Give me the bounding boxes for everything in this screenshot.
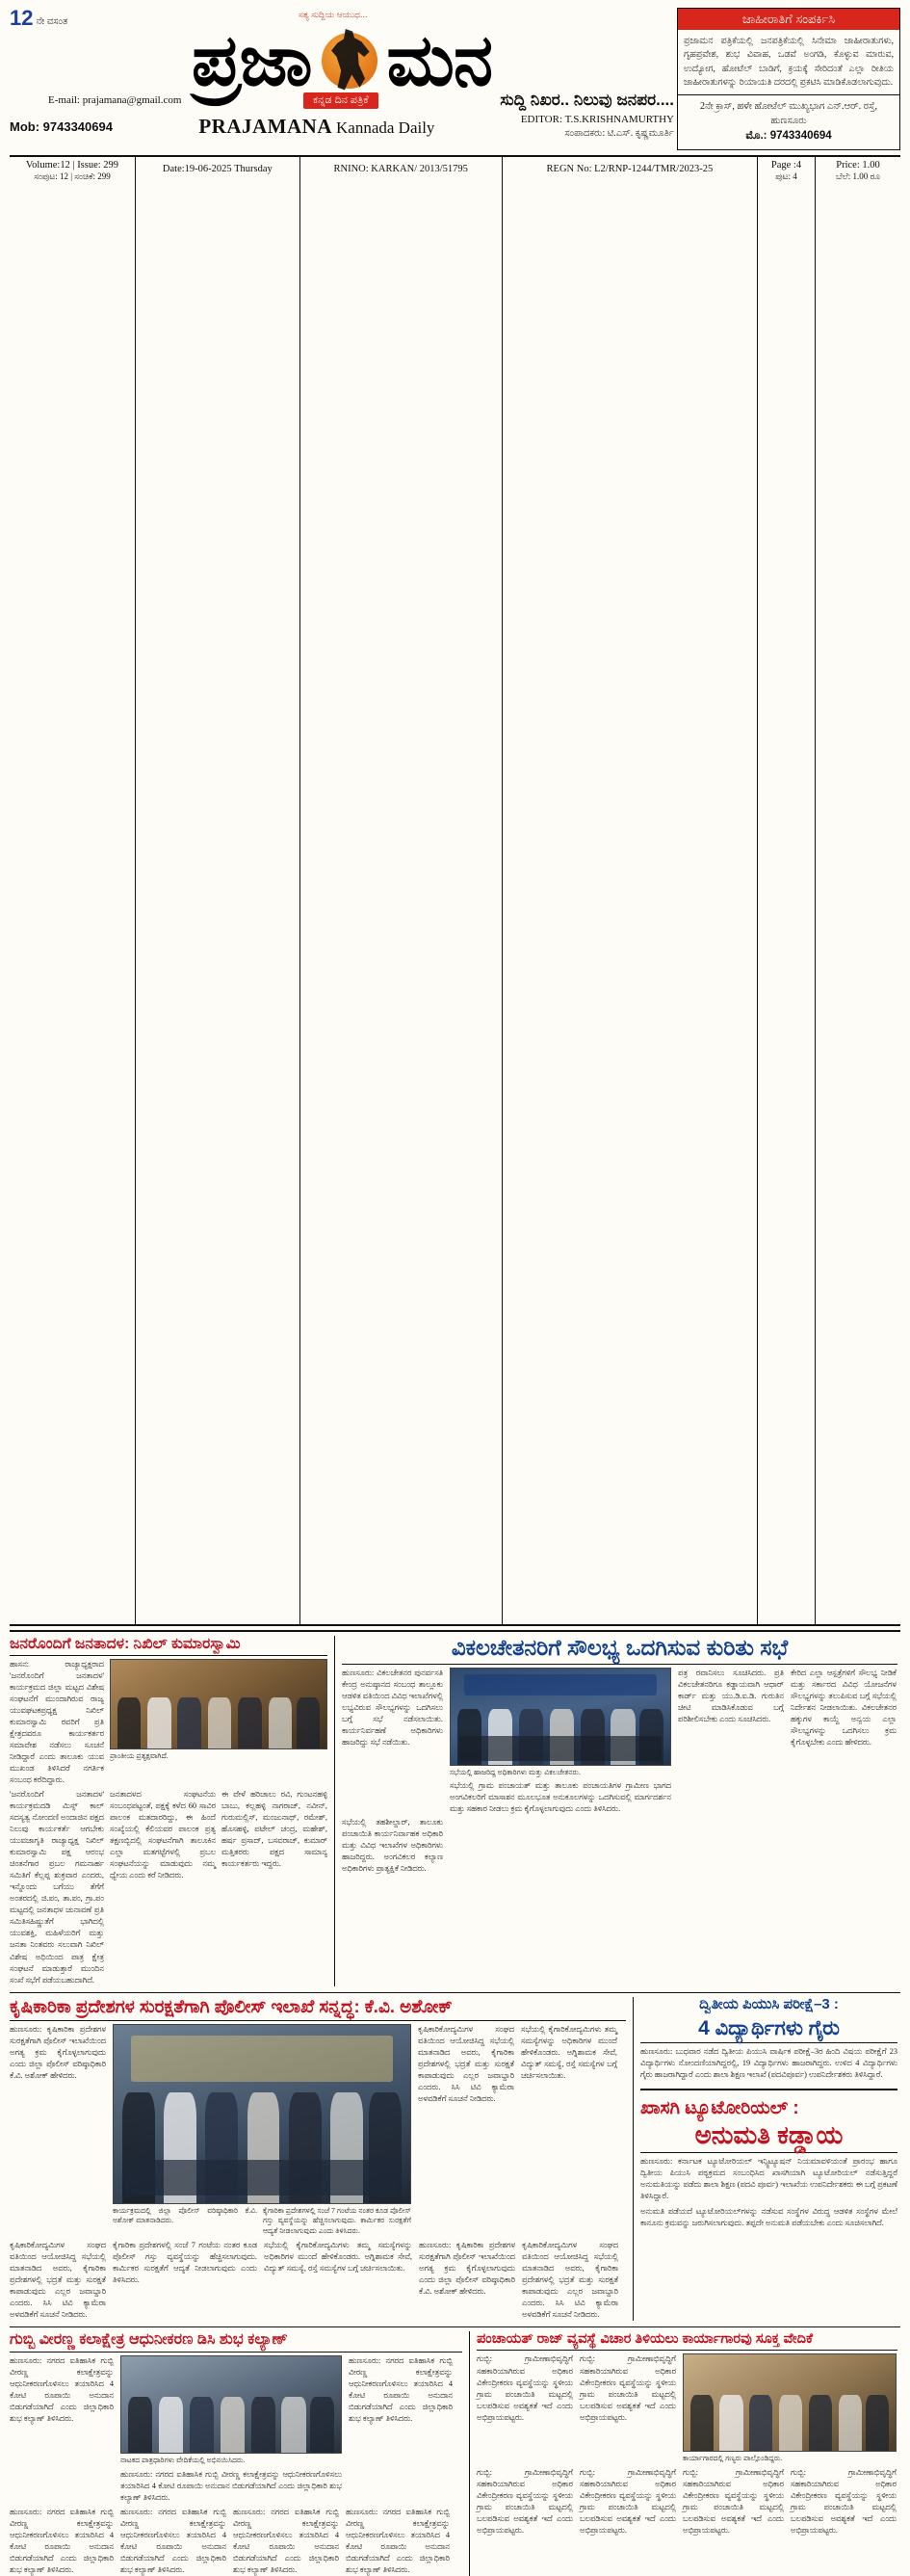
story-6-text-5: ಹುಣಸೂರು: ನಗರದ ಐತಿಹಾಸಿಕ ಗುಬ್ಬಿ ವೀರಣ್ಣ ಕಲಾಕ್ಷೇತ್ರವನ್ನು ಆಧುನೀಕರಣಗೊಳಿಸಲು ತಯಾರಿಸಿದ 4 ಕೋಟಿ ರೂಪಾಯಿ ಅನುದಾನ ಬಿಡುಗಡೆಯಾಗಿದೆ ಎಂದು ಜಿಲ್ಲಾಧಿಕಾರಿ ಶುಭ ಕಲ್ಯಾಣ್ ತಿಳಿಸಿದರು. [120,2507,226,2574]
story-3-text-4-cont: ಸಭೆಯಲ್ಲಿ ಕೈಗಾರಿಕೋದ್ಯಮಿಗಳು ತಮ್ಮ ಸಮಸ್ಯೆಗಳನ್ನು ಅಧಿಕಾರಿಗಳ ಮುಂದೆ ಹೇಳಿಕೊಂಡರು. ಅಗ್ನಿಶಾಮಕ ಸೇವೆ, ವಿದ್ಯುತ್ ಸಮಸ್ಯೆ, ರಸ್ತೆ ಸಮಸ್ಯೆಗಳ ಬಗ್ಗೆ ಚರ್ಚಿಸಲಾಯಿತು. [264,2240,412,2273]
story-3-text-6-cont: ಕೃಷಿಕಾರಿಕೋದ್ಯಮಿಗಳ ಸಂಘದ ವತಿಯಿಂದ ಆಯೋಜಿಸಿದ್ದ ಸಭೆಯಲ್ಲಿ ಮಾತನಾಡಿದ ಅವರು, ಕೈಗಾರಿಕಾ ಪ್ರದೇಶಗಳಲ್ಲಿ ಭದ್ರತೆ ಮತ್ತು ಸುರಕ್ಷತೆ ಕಾಪಾಡುವುದು ಎಲ್ಲರ ಜವಾಬ್ದಾರಿ ಎಂದರು. ಸಿಸಿ ಟಿವಿ ಕ್ಯಾಮೆರಾ ಅಳವಡಿಕೆಗೆ ಸೂಚನೆ ನೀಡಿದರು. [522,2240,618,2319]
story-1-photo [110,1659,327,1749]
anniversary-text: ನೇ ವಸಂತ [36,16,68,27]
issue-date: Date:19-06-2025 Thursday [162,164,273,175]
story-2-headline: ವಿಕಲಚೇತನರಿಗೆ ಸೌಲಭ್ಯ ಒದಗಿಸುವ ಕುರಿತು ಸಭೆ [451,1634,789,1660]
story-3-text-3-cont: ಕೈಗಾರಿಕಾ ಪ್ರದೇಶಗಳಲ್ಲಿ ಸಂಜೆ 7 ಗಂಟೆಯ ನಂತರ ಕೂಡ ಪೊಲೀಸ್ ಗಸ್ತು ವ್ಯವಸ್ಥೆಯನ್ನು ಹೆಚ್ಚಿಸಲಾಗುವುದು. ಕಾರ್ಮಿಕರ ಸುರಕ್ಷತೆಗೆ ಆದ್ಯತೆ ನೀಡಲಾಗುವುದು ಎಂದು ತಿಳಿಸಿದರು. [113,2240,257,2284]
story-6-text-4: ಹುಣಸೂರು: ನಗರದ ಐತಿಹಾಸಿಕ ಗುಬ್ಬಿ ವೀರಣ್ಣ ಕಲಾಕ್ಷೇತ್ರವನ್ನು ಆಧುನೀಕರಣಗೊಳಿಸಲು ತಯಾರಿಸಿದ 4 ಕೋಟಿ ರೂಪಾಯಿ ಅನುದಾನ ಬಿಡುಗಡೆಯಾಗಿದೆ ಎಂದು ಜಿಲ್ಲಾಧಿಕಾರಿ ಶುಭ ಕಲ್ಯಾಣ್ ತಿಳಿಸಿದರು. [10,2507,114,2574]
issue-info-bar [10,155,900,1626]
story-3-caption-left: ಕಾರ್ಯಕ್ರಮದಲ್ಲಿ ಜಿಲ್ಲಾ ಪೊಲೀಸ್ ವರಿಷ್ಠಾಧಿಕಾರಿ ಕೆ.ವಿ. ಅಶೋಕ್ ಮಾತನಾಡಿದರು. [113,2205,257,2225]
masthead-left [10,8,674,140]
story-3-text-2: ಕೃಷಿಕಾರಿಕೋದ್ಯಮಿಗಳ ಸಂಘದ ವತಿಯಿಂದ ಆಯೋಜಿಸಿದ್ದ ಸಭೆಯಲ್ಲಿ ಮಾತನಾಡಿದ ಅವರು, ಕೈಗಾರಿಕಾ ಪ್ರದೇಶಗಳಲ್ಲಿ ಭದ್ರತೆ ಮತ್ತು ಸುರಕ್ಷತೆ ಕಾಪಾಡುವುದು ಎಲ್ಲರ ಜವಾಬ್ದಾರಿ ಎಂದರು. ಸಿಸಿ ಟಿವಿ ಕ್ಯಾಮೆರಾ ಅಳವಡಿಕೆಗೆ ಸೂಚನೆ ನೀಡಿದರು. [418,2024,514,2103]
masthead-tagline: ಸತ್ಯ ಸುದ್ದಿಯ ಆಯುಧ... [299,10,368,19]
story-1-headline: ಜನರೊಂದಿಗೆ ಜನತಾದಳ: ನಿಖಿಲ್ ಕುಮಾರಸ್ವಾಮಿ [10,1635,241,1652]
page-kn: ಪುಟ: 4 [775,171,797,182]
mobile-number: Mob: 9743340694 [10,118,113,134]
story-1 [10,1636,327,1986]
regn-cell [503,157,758,1624]
prajamana-logo-icon [314,25,385,96]
english-title [198,115,434,139]
story-4-5-column [633,1997,897,2321]
editor-block [521,113,674,140]
story-5-headline-line1: ಖಾಸಗಿ ಟ್ಯೂಟೋರಿಯಲ್ : [640,2097,799,2118]
story-7-text-1: ಗುಬ್ಬಿ: ಗ್ರಾಮೀಣಾಭಿವೃದ್ಧಿಗೆ ಸಹಕಾರಿಯಾಗಿರುವ ಅಧಿಕಾರ ವಿಕೇಂದ್ರೀಕರಣ ವ್ಯವಸ್ಥೆಯನ್ನು ಸ್ಥಳೀಯ ಗ್ರಾಮ ಪಂಚಾಯಿತಿ ಮಟ್ಟದಲ್ಲಿ ಬಲಪಡಿಸುವ ಅವಶ್ಯಕತೆ ಇದೆ ಎಂದು ಅಭಿಪ್ರಾಯಪಟ್ಟರು. [477,2354,573,2422]
ad-address: 2ನೇ ಕ್ರಾಸ್, ಹಳೇ ಹೋಟೆಲ್ ಮುಖ್ಯಭಾಗ ಎನ್.ಆರ್. ರಸ್ತೆ, ಹುಣಸೂರು [699,101,878,126]
story-6-headline: ಗುಬ್ಬಿ ವೀರಣ್ಣ ಕಲಾಕ್ಷೇತ್ರ ಆಧುನೀಕರಣ ಡಿಸಿ ಶುಭ ಕಲ್ಯಾಣ್ [10,2331,288,2349]
story-6-photo [120,2355,342,2454]
ad-phone: ಮೊ.: 9743340694 [745,130,832,142]
editor-english: EDITOR: T.S.KRISHNAMURTHY [520,114,674,125]
story-7-text-4: ಗುಬ್ಬಿ: ಗ್ರಾಮೀಣಾಭಿವೃದ್ಧಿಗೆ ಸಹಕಾರಿಯಾಗಿರುವ ಅಧಿಕಾರ ವಿಕೇಂದ್ರೀಕರಣ ವ್ಯವಸ್ಥೆಯನ್ನು ಸ್ಥಳೀಯ ಗ್ರಾಮ ಪಂಚಾಯಿತಿ ಮಟ್ಟದಲ್ಲಿ ಬಲಪಡಿಸುವ ಅವಶ್ಯಕತೆ ಇದೆ ಎಂದು ಅಭಿಪ್ರಾಯಪಟ್ಟರು. [580,2468,676,2536]
story-7 [469,2331,897,2576]
price-cell [816,157,900,1624]
story-6-text-7: ಹುಣಸೂರು: ನಗರದ ಐತಿಹಾಸಿಕ ಗುಬ್ಬಿ ವೀರಣ್ಣ ಕಲಾಕ್ಷೇತ್ರವನ್ನು ಆಧುನೀಕರಣಗೊಳಿಸಲು ತಯಾರಿಸಿದ 4 ಕೋಟಿ ರೂಪಾಯಿ ಅನುದಾನ ಬಿಡುಗಡೆಯಾಗಿದೆ ಎಂದು ಜಿಲ್ಲಾಧಿಕಾರಿ ಶುಭ ಕಲ್ಯಾಣ್ ತಿಳಿಸಿದರು. [346,2507,450,2574]
story-4-headline-line2: 4 ವಿದ್ಯಾರ್ಥಿಗಳು ಗೈರು [698,2016,840,2039]
story-6 [10,2331,462,2576]
editor-kannada: ಸಂಪಾದಕರು: ಟಿ.ಎಸ್. ಕೃಷ್ಣಮೂರ್ತಿ [564,127,674,139]
row-2 [10,1997,900,2321]
story-7-photo [683,2353,897,2452]
story-2-text-2: ಸಭೆಯಲ್ಲಿ ಗ್ರಾಮ ಪಂಚಾಯತ್ ಮತ್ತು ತಾಲೂಕು ಪಂಚಾಯತಿಗಳ ಗ್ರಾಮೀಣ ಭಾಗದ ಅಂಗವಿಕಲರಿಗೆ ಮಾಸಾಶನ ಮೂಲಭೂತ ಅನುಕೂಲಗಳನ್ನು ಒದಗಿಸುವಲ್ಲಿ ಮಾರ್ಗದರ್ಶನ ಮತ್ತು ಸಹಕಾರ ನೀಡಲು ಕ್ರಮ ಕೈಗೊಳ್ಳಲಾಗುವುದು ಎಂದು ತಿಳಿಸಿದರು. [450,1781,671,1814]
english-title-bold: PRAJAMANA [198,114,332,138]
story-1-caption: ಪ್ರಾಂತೀಯ ಪ್ರತ್ಯಕ್ಷವಾಗಿದೆ. [110,1751,169,1761]
page-cell [758,157,816,1624]
story-1-text-1: ಹಾಸನ: ರಾಜ್ಯಾಧ್ಯಕ್ಷರಾದ 'ಜನರೊಂದಿಗೆ ಜನತಾದಳ' ಕಾರ್ಯಕ್ರಮದ ಜಿಲ್ಲಾ ಮಟ್ಟದ ವಿಶೇಷ ಸಂಘಟನೆಗೆ ಮುಂದಾಗಿರುವ ರಾಜ್ಯ ಯುವಘಟಕಪ್ರಧ್ಯಕ್ಷ ನಿಖಿಲ್ ಕುಮಾರಸ್ವಾಮಿ ರವರಿಗೆ ಪ್ರತಿ ಕ್ಷೇತ್ರದವರೂ ಕಾರ್ಯಕರ್ತರ ಸಮಾವೇಶ ನಡೆಸಲು ಸೂಚನೆ ನೀಡಿದ್ದಾರೆ ಎಂದು ತಾಲೂಕು ಯುವ ಮುಖಂಡ ತಿಳಿಸಿದರೆ ನಗರ್ತಿಕ ಸಂಬಂಧ ಕರೆದಿದ್ದಾರು. [10,1660,104,1785]
masthead-mobrow [10,113,674,140]
story-6-text-6: ಹುಣಸೂರು: ನಗರದ ಐತಿಹಾಸಿಕ ಗುಬ್ಬಿ ವೀರಣ್ಣ ಕಲಾಕ್ಷೇತ್ರವನ್ನು ಆಧುನೀಕರಣಗೊಳಿಸಲು ತಯಾರಿಸಿದ 4 ಕೋಟಿ ರೂಪಾಯಿ ಅನುದಾನ ಬಿಡುಗಡೆಯಾಗಿದೆ ಎಂದು ಜಿಲ್ಲಾಧಿಕಾರಿ ಶುಭ ಕಲ್ಯಾಣ್ ತಿಳಿಸಿದರು. [233,2507,339,2574]
story-7-text-2: ಗುಬ್ಬಿ: ಗ್ರಾಮೀಣಾಭಿವೃದ್ಧಿಗೆ ಸಹಕಾರಿಯಾಗಿರುವ ಅಧಿಕಾರ ವಿಕೇಂದ್ರೀಕರಣ ವ್ಯವಸ್ಥೆಯನ್ನು ಸ್ಥಳೀಯ ಗ್ರಾಮ ಪಂಚಾಯಿತಿ ಮಟ್ಟದಲ್ಲಿ ಬಲಪಡಿಸುವ ಅವಶ್ಯಕತೆ ಇದೆ ಎಂದು ಅಭಿಪ್ರಾಯಪಟ್ಟರು. [580,2354,676,2422]
kannada-daily-badge: ಕನ್ನಡ ದಿನ ಪತ್ರಿಕೆ [303,92,378,109]
page-en: Page :4 [770,160,802,171]
story-2 [334,1636,897,1986]
story-4 [640,1997,897,2081]
story-3-text-4: ಸಭೆಯಲ್ಲಿ ಕೈಗಾರಿಕೋದ್ಯಮಿಗಳು ತಮ್ಮ ಸಮಸ್ಯೆಗಳನ್ನು ಅಧಿಕಾರಿಗಳ ಮುಂದೆ ಹೇಳಿಕೊಂಡರು. ಅಗ್ನಿಶಾಮಕ ಸೇವೆ, ವಿದ್ಯುತ್ ಸಮಸ್ಯೆ, ರಸ್ತೆ ಸಮಸ್ಯೆಗಳ ಬಗ್ಗೆ ಚರ್ಚಿಸಲಾಯಿತು. [521,2024,617,2080]
regn-number: REGN No: L2/RNP-1244/TMR/2023-25 [546,164,714,175]
story-7-text-5: ಗುಬ್ಬಿ: ಗ್ರಾಮೀಣಾಭಿವೃದ್ಧಿಗೆ ಸಹಕಾರಿಯಾಗಿರುವ ಅಧಿಕಾರ ವಿಕೇಂದ್ರೀಕರಣ ವ್ಯವಸ್ಥೆಯನ್ನು ಸ್ಥಳೀಯ ಗ್ರಾಮ ಪಂಚಾಯಿತಿ ಮಟ್ಟದಲ್ಲಿ ಬಲಪಡಿಸುವ ಅವಶ್ಯಕತೆ ಇದೆ ಎಂದು ಅಭಿಪ್ರಾಯಪಟ್ಟರು. [683,2468,784,2536]
advertisement-box [677,8,900,150]
story-6-text-2: ಹುಣಸೂರು: ನಗರದ ಐತಿಹಾಸಿಕ ಗುಬ್ಬಿ ವೀರಣ್ಣ ಕಲಾಕ್ಷೇತ್ರವನ್ನು ಆಧುನೀಕರಣಗೊಳಿಸಲು ತಯಾರಿಸಿದ 4 ಕೋಟಿ ರೂಪಾಯಿ ಅನುದಾನ ಬಿಡುಗಡೆಯಾಗಿದೆ ಎಂದು ಜಿಲ್ಲಾಧಿಕಾರಿ ಶುಭ ಕಲ್ಯಾಣ್ ತಿಳಿಸಿದರು. [120,2469,342,2502]
story-1-text-4: ಈ ವೇಳೆ ಹರಿಚಾಲು ರವಿ, ಗುಂಟನಹಳ್ಳಿ ಬಾಬು, ಕಲ್ಲಹಳ್ಳಿ ನಾಗರಾಜ್, ನವೀನ್, ಗುರುಮಲ್ಲಿಸ್, ಮಂಜುನಾಥ್, ರಮೇಶ್, ಹೊಸಹಳ್ಳಿ, ಪಟೇಲ್ ಚಂದ್ರ, ಮಹೇಶ್, ಹರ್ಷ ಪ್ರಸಾದ್, ಬಸವರಾಜ್, ಕುಮಾರ್ ಮತ್ತಿತರರು ಪಕ್ಷದ ಸಾಮಾನ್ಯ ಕಾರ್ಯಕರ್ತರು ಇದ್ದರು. [221,1790,327,1869]
story-5 [640,2098,897,2229]
story-3-text-1: ಹುಣಸೂರು: ಕೃಷಿಕಾರಿಕಾ ಪ್ರದೇಶಗಳ ಸುರಕ್ಷತೆಗಾಗಿ ಪೊಲೀಸ್ ಇಲಾಖೆಯಿಂದ ಅಗತ್ಯ ಕ್ರಮ ಕೈಗೊಳ್ಳಲಾಗುವುದು ಎಂದು ಜಿಲ್ಲಾ ಪೊಲೀಸ್ ವರಿಷ್ಠಾಧಿಕಾರಿ ಕೆ.ವಿ. ಅಶೋಕ್ ಹೇಳಿದರು. [10,2024,106,2080]
ad-heading: ಜಾಹೀರಾತಿಗೆ ಸಂಪರ್ಕಿಸಿ [678,9,899,30]
rni-number: RNINO: KARKAN/ 2013/51795 [333,164,468,175]
story-2-text-3: ಪತ್ರ ರವಾನಿಸಲು ಸೂಚಿಸಿದರು. ಪ್ರತಿ ವಿಕಲಚೇತನರಿಗೂ ಕಡ್ಡಾಯವಾಗಿ ಆಧಾರ್ ಕಾರ್ಡ್ ಮತ್ತು ಯು.ಡಿ.ಐ.ಡಿ. ಗುರುತಿನ ಚೀಟಿ ಮಾಡಿಸಿಕೊಡುವ ಬಗ್ಗೆ ಪರಿಶೀಲಿಸಬೇಕು ಎಂದು ಸೂಚಿಸಿದರು. [678,1668,784,1723]
story-2-text-4: ಕೇರಿದ ಎಲ್ಲಾ ಆಸ್ಪತ್ರೆಗಳಿಗೆ ಸೌಲಭ್ಯ ನೀಡಿಕೆ ಮತ್ತು ಸರ್ಕಾರದ ವಿವಿಧ ಯೋಜನೆಗಳ ಸೌಲಭ್ಯಗಳನ್ನು ತಲುಪಿಸುವ ಬಗ್ಗೆ ಸಭೆಯಲ್ಲಿ ನಿರ್ದೇಶನ ನೀಡಲಾಯಿತು. ವಿಕಲಚೇತನರ ಹಕ್ಕುಗಳ ಕಾಯ್ದೆ ಅನ್ವಯ ಎಲ್ಲಾ ಸೌಲಭ್ಯಗಳನ್ನು ಒದಗಿಸಲು ಕ್ರಮ ಕೈಗೊಳ್ಳಬೇಕು ಎಂದು ಹೇಳಿದರು. [791,1668,897,1747]
masthead [10,8,900,150]
english-title-rest: Kannada Daily [336,118,435,137]
email-text: E-mail: prajamana@gmail.com [48,94,182,106]
title-left: ಪ್ರಜಾ [191,19,312,100]
story-3-text-5-cont: ಹುಣಸೂರು: ಕೃಷಿಕಾರಿಕಾ ಪ್ರದೇಶಗಳ ಸುರಕ್ಷತೆಗಾಗಿ ಪೊಲೀಸ್ ಇಲಾಖೆಯಿಂದ ಅಗತ್ಯ ಕ್ರಮ ಕೈಗೊಳ್ಳಲಾಗುವುದು ಎಂದು ಜಿಲ್ಲಾ ಪೊಲೀಸ್ ವರಿಷ್ಠಾಧಿಕಾರಿ ಕೆ.ವಿ. ಅಶೋಕ್ ಹೇಳಿದರು. [419,2240,515,2296]
story-3-photo [113,2024,411,2204]
slogan-text: ಸುದ್ದಿ ನಿಖರ.. ನಿಲುವು ಜನಪರ.... [500,91,674,109]
story-3 [10,1997,626,2321]
story-6-caption: ನಾಟಕದ ಪಾತ್ರಧಾರಿಗಳು ವೇದಿಕೆಯಲ್ಲಿ ಅಭಿನಯಿಸಿದರು. [120,2456,246,2465]
story-5-text-2: ಅನುಮತಿ ಪಡೆಯದೆ ಟ್ಯೂಟೋರಿಯಲ್‌ಗಳನ್ನು ನಡೆಸುವ ಸಂಸ್ಥೆಗಳ ವಿರುದ್ಧ ಆಡಳಿತ ಸಂಸ್ಥೆಗಳ ಮೇಲೆ ಕಾನೂನು ಕ್ರಮವನ್ನು ಜರುಗಿಸಲಾಗುವುದು. ತಪ್ಪದೇ ಅನುಮತಿ ಪಡೆಯಬೇಕು ಎಂದು ಸೂಚಿಸಲಾಗಿದೆ. [640,2207,897,2228]
story-3-caption-right: ಕೈಗಾರಿಕಾ ಪ್ರದೇಶಗಳಲ್ಲಿ ಸಂಜೆ 7 ಗಂಟೆಯ ನಂತರ ಕೂಡ ಪೊಲೀಸ್ ಗಸ್ತು ವ್ಯವಸ್ಥೆಯನ್ನು ಹೆಚ್ಚಿಸಲಾಗುವುದು. ಕಾರ್ಮಿಕರ ಸುರಕ್ಷತೆಗೆ ಆದ್ಯತೆ ನೀಡಲಾಗುವುದು ಎಂದು ತಿಳಿಸಿದರು. [263,2205,411,2236]
story-4-text: ಹುಣಸೂರು: ಬುಧವಾರ ನಡೆದ ದ್ವಿತೀಯ ಪಿಯುಸಿ ವಾರ್ಷಿಕ ಪರೀಕ್ಷೆ–3ರ ಹಿಂದಿ ವಿಷಯ ಪರೀಕ್ಷೆಗೆ 23 ವಿದ್ಯಾರ್ಥಿಗಳು ನೋಂದಣಿಯಾಗಿದ್ದರಲ್ಲಿ, 19 ವಿದ್ಯಾರ್ಥಿಗಳು ಹಾಜರಾಗಿದ್ದರು. ಉಳಿದ 4 ವಿದ್ಯಾರ್ಥಿಗಳು ಗೈರು ಹಾಜರಾಗಿದ್ದಾರೆ ಎಂದು ಶಾಲಾ ಶಿಕ್ಷಣ ಇಲಾಖೆ (ಪದವಿಪೂರ್ವ) ಉಪನಿರ್ದೇಶಕರು ತಿಳಿಸಿದ್ದಾರೆ. [640,2047,897,2080]
ad-footer [678,94,899,149]
volume-kn: ಸಂಪುಟ: 12 [34,171,68,182]
title-right: ಮನ [386,19,493,100]
story-7-headline: ಪಂಚಾಯತ್ ರಾಜ್ ವ್ಯವಸ್ಥೆ ವಿಚಾರ ತಿಳಿಯಲು ಕಾರ್ಯಾಗಾರವು ಸೂಕ್ತ ವೇದಿಕೆ [477,2331,814,2348]
story-6-text-1: ಹುಣಸೂರು: ನಗರದ ಐತಿಹಾಸಿಕ ಗುಬ್ಬಿ ವೀರಣ್ಣ ಕಲಾಕ್ಷೇತ್ರವನ್ನು ಆಧುನೀಕರಣಗೊಳಿಸಲು ತಯಾರಿಸಿದ 4 ಕೋಟಿ ರೂಪಾಯಿ ಅನುದಾನ ಬಿಡುಗಡೆಯಾಗಿದೆ ಎಂದು ಜಿಲ್ಲಾಧಿಕಾರಿ ಶುಭ ಕಲ್ಯಾಣ್ ತಿಳಿಸಿದರು. [10,2356,114,2424]
story-2-caption: ಸಭೆಯಲ್ಲಿ ಹಾಜರಿದ್ದ ಅಧಿಕಾರಿಗಳು ಮತ್ತು ವಿಕಲಚೇತನರು. [450,1767,581,1776]
volume-issue-cell: Volume:12 | Issue: 299 ಸಂಪುಟ: 12 | ಸಂಚಿಕೆ: 299 [10,157,136,1624]
anniversary-number: 12 [10,6,34,30]
row-3 [10,2331,900,2576]
story-3-headline: ಕೃಷಿಕಾರಿಕಾ ಪ್ರದೇಶಗಳ ಸುರಕ್ಷತೆಗಾಗಿ ಪೊಲೀಸ್ ಇಲಾಖೆ ಸನ್ನದ್ಧ: ಕೆ.ವಿ. ಅಶೋಕ್ [10,1996,453,2017]
ad-body-text: ಪ್ರಜಾಮನ ಪತ್ರಿಕೆಯಲ್ಲಿ ಜನಪತ್ರಿಕೆಯಲ್ಲಿ ಸಿನೇಮಾ ಜಾಹೀರಾತುಗಳು, ಗೃಹಪ್ರವೇಶ, ಶುಭ ವಿವಾಹ, ಒಡವೆ ಅಂಗಡಿ, ಕೊಳ್ಳುವ ಮಾರುವ, ಉದ್ಯೋಗ, ಹೋಟೆಲ್ ಬಾಡಿಗೆ, ಕ್ರಯಕ್ಕೆ ಸೇರಿದಂತೆ ಎಲ್ಲಾ ರೀತಿಯ ಜಾಹೀರಾತುಗಳನ್ನು ರಿಯಾಯತಿ ದರದಲ್ಲಿ ಪ್ರಕಟಿಸಿ ಮಾಡಿಕೊಡಲಾಗುವುದು. [684,37,894,88]
story-2-text-1: ಹುಣಸೂರು: ವಿಕಲಚೇತನರ ಪುನರ್ವಸತಿ ಕೇಂದ್ರ ಅನುಷ್ಠಾನದ ಸಂಬಂಧ ತಾಲ್ಲೂಕು ಆಡಳಿತ ವತಿಯಿಂದ ವಿವಿಧ ಇಲಾಖೆಗಳಲ್ಲಿ ಲಭ್ಯವಿರುವ ಸೌಲಭ್ಯಗಳನ್ನು ಒದಗಿಸಲು ಬಗ್ಗೆ ಸಭೆ ನಡೆಸಲಾಯಿತು. ಕಾರ್ಯನಿರ್ವಹಣೆ ಅಧಿಕಾರಿಗಳು ಹಾಜರಿದ್ದು ಸಭೆ ನಡೆಯಿತು. [342,1668,443,1747]
story-3-text-1-cont: ಕೃಷಿಕಾರಿಕೋದ್ಯಮಿಗಳ ಸಂಘದ ವತಿಯಿಂದ ಆಯೋಜಿಸಿದ್ದ ಸಭೆಯಲ್ಲಿ ಮಾತನಾಡಿದ ಅವರು, ಕೈಗಾರಿಕಾ ಪ್ರದೇಶಗಳಲ್ಲಿ ಭದ್ರತೆ ಮತ್ತು ಸುರಕ್ಷತೆ ಕಾಪಾಡುವುದು ಎಲ್ಲರ ಜವಾಬ್ದಾರಿ ಎಂದರು. ಸಿಸಿ ಟಿವಿ ಕ್ಯಾಮೆರಾ ಅಳವಡಿಕೆಗೆ ಸೂಚನೆ ನೀಡಿದರು. [10,2240,106,2319]
story-5-text-1: ಹುಣಸೂರು: ಕರ್ನಾಟಕ ಟ್ಯೂಟೋರಿಯಲ್ ಇನ್ಸ್ಟಿಟ್ಯೂಷನ್ ನಿಯಮಾವಳಿಯಂತೆ ಪ್ರಾರಂಭ ಹಾಗೂ ದ್ವಿತೀಯ ಪಿಯುಸಿ ಪಠ್ಯಕ್ರಮದ ಸಂಬಂಧಿಸಿದ ಖಾಸಗಿಯಾಗಿ ಟ್ಯೂಟೋರಿಯಲ್ ನಡೆಸುತ್ತಿದ್ದರೆ ಅನುಮತಿಯನ್ನು ಪಡೆದು ಶಾಲಾ ಶಿಕ್ಷಣ (ಪದವಿ ಪೂರ್ವ) ಇಲಾಖೆಯ ಉಪನಿರ್ದೇಶಕರು ಈ ಬಗ್ಗೆ ಪ್ರಕಟಣೆ ತಿಳಿಸಿದ್ದಾರೆ. [640,2157,897,2201]
story-4-headline-line1: ದ್ವಿತೀಯ ಪಿಯುಸಿ ಪರೀಕ್ಷೆ–3 : [699,1996,839,2013]
story-1-text-2: 'ಜನರೊಂದಿಗೆ ಜನತಾದಳ' ಕಾರ್ಯಕ್ರಮದಡಿ ಮಿಸ್ಸ್ ಕಾಲ್ ಸದಸ್ಯತ್ವ ನೋಂದಣಿ ಅಂದಾಜಿನ ಪಕ್ಷದ ನಿಲುವು ಕಾರ್ಯಕರ್ತೆ ಆಗಬೇಕು ಯುವಜಾಗೃತಿ ರಾಜ್ಯಾಧ್ಯಕ್ಷ ನಿಖಿಲ್ ಕುಮಾರಸ್ವಾಮಿ ಪಕ್ಷ ಆರಂಭ ಚಿಂತನೆಗಾರ ಪ್ರಬಲ ಗಮನಾರ್ಹ ಸಮಿತಿಗೆ ಕೆಲ್ಲಪ್ಪ ಶುಕ್ರವಾರ ಎಂದರು, ಇನ್ನೊಂದು ಬಗೆಯು ತೆಗೆಗೆ ಅಂತರದಲ್ಲಿ ಜಿ.ಪಂ, ತಾ.ಪಂ, ಗ್ರಾ.ಪಂ ಮಟ್ಟದಲ್ಲಿ ಜನತಾಧಳ ಚುನಾವಣೆ ಪ್ರತಿ ಸಮಿತಿಸಹಿಷ್ಣುತೆಗೆ ಭಾಗಿದಲ್ಲಿ ಯುವಶಕ್ತಿ, ಮಹಿಳೆಯರಿಗೆ ಮತ್ತು ಜನತಾ ನಿಂತವರು ಸಲುವಾಗಿ ನಿಖಿಲ್ ವಿಶೇಷ ಅಧಿಯಿಂದ ಪಾತ್ರ ಕ್ಷೇತ್ರ ಸಂಘಟನೆ ಮಾಡುತ್ತಾರೆ ಮುಂದಿನ ಸಂಖೆ ಸಭೆಗೆ ಪಡೆಯಬಹುದಾಗಿದೆ. [10,1790,104,1985]
story-2-text-5: ಸಭೆಯಲ್ಲಿ ತಹಶೀಲ್ದಾರ್, ತಾಲೂಕು ಪಂಚಾಯಿತಿ ಕಾರ್ಯನಿರ್ವಾಹಕ ಅಧಿಕಾರಿ ಮತ್ತು ವಿವಿಧ ಇಲಾಖೆಗಳ ಅಧಿಕಾರಿಗಳು ಹಾಜರಿದ್ದರು. ಅಂಗವಿಕಲರ ಕಲ್ಯಾಣ ಅಧಿಕಾರಿಗಳು ಪ್ರಾತ್ಯಕ್ಷಿಕೆ ನೀಡಿದರು. [342,1818,443,1874]
price-kn: ಬೆಲೆ: 1.00 ರೂ [836,171,880,182]
rni-cell [300,157,503,1624]
date-cell [136,157,300,1624]
story-7-caption: ಕಾರ್ಯಾಗಾರದಲ್ಲಿ ಗಣ್ಯರು ಪಾಲ್ಗೊಂಡಿದ್ದರು. [683,2454,783,2463]
story-2-photo [450,1668,671,1766]
story-5-headline-line2: ಅನುಮತಿ ಕಡ್ಡಾಯ [694,2120,844,2150]
story-6-text-3: ಹುಣಸೂರು: ನಗರದ ಐತಿಹಾಸಿಕ ಗುಬ್ಬಿ ವೀರಣ್ಣ ಕಲಾಕ್ಷೇತ್ರವನ್ನು ಆಧುನೀಕರಣಗೊಳಿಸಲು ತಯಾರಿಸಿದ 4 ಕೋಟಿ ರೂಪಾಯಿ ಅನುದಾನ ಬಿಡುಗಡೆಯಾಗಿದೆ ಎಂದು ಜಿಲ್ಲಾಧಿಕಾರಿ ಶುಭ ಕಲ್ಯಾಣ್ ತಿಳಿಸಿದರು. [349,2356,453,2424]
story-1-text-3: ಜನತಾದಳದ ಸಂಘಟನೆಯ ಸಂಬಂಧಪಟ್ಟಂತೆ, ಪಕ್ಷಕ್ಕೆ ಕಳೆದ 60 ಸಾವಿರ ಪಾಲಂಕ ಮತದಾರರಿದ್ದು, ಈ ಹಿಂದೆ ಸಂಖ್ಯೆಯಲ್ಲಿ ಕೆಲಿಯವರ ಪಾಲಂಕ ಪ್ರತ್ಯ ತಕ್ಷಣಬ್ಬಿದಲ್ಲಿ ಸಂಘಟನೆಗಾಗಿ ತಾಲೂಕಿನ ಎಲ್ಲಾ ಮತಗಟ್ಟೆಗಳಲ್ಲಿ ಪ್ರಬಲ ಸಂಘಟನೆಯನ್ನು ಮಾಡುವುದು ನಮ್ಮ ಧ್ಯೇಯ ಎಂದು ಕರೆ ನೀಡಿದರು. [110,1790,216,1880]
story-7-text-3: ಗುಬ್ಬಿ: ಗ್ರಾಮೀಣಾಭಿವೃದ್ಧಿಗೆ ಸಹಕಾರಿಯಾಗಿರುವ ಅಧಿಕಾರ ವಿಕೇಂದ್ರೀಕರಣ ವ್ಯವಸ್ಥೆಯನ್ನು ಸ್ಥಳೀಯ ಗ್ರಾಮ ಪಂಚಾಯಿತಿ ಮಟ್ಟದಲ್ಲಿ ಬಲಪಡಿಸುವ ಅವಶ್ಯಕತೆ ಇದೆ ಎಂದು ಅಭಿಪ್ರಾಯಪಟ್ಟರು. [477,2468,573,2536]
row-1 [10,1636,900,1986]
story-7-text-6: ಗುಬ್ಬಿ: ಗ್ರಾಮೀಣಾಭಿವೃದ್ಧಿಗೆ ಸಹಕಾರಿಯಾಗಿರುವ ಅಧಿಕಾರ ವಿಕೇಂದ್ರೀಕರಣ ವ್ಯವಸ್ಥೆಯನ್ನು ಸ್ಥಳೀಯ ಗ್ರಾಮ ಪಂಚಾಯಿತಿ ಮಟ್ಟದಲ್ಲಿ ಬಲಪಡಿಸುವ ಅವಶ್ಯಕತೆ ಇದೆ ಎಂದು ಅಭಿಪ್ರಾಯಪಟ್ಟರು. [791,2468,897,2536]
volume-en: Volume:12 [25,160,70,171]
issue-en: Issue: 299 [77,160,119,171]
price-en: Price: 1.00 [836,160,880,171]
issue-kn: ಸಂಚಿಕೆ: 299 [74,171,111,182]
